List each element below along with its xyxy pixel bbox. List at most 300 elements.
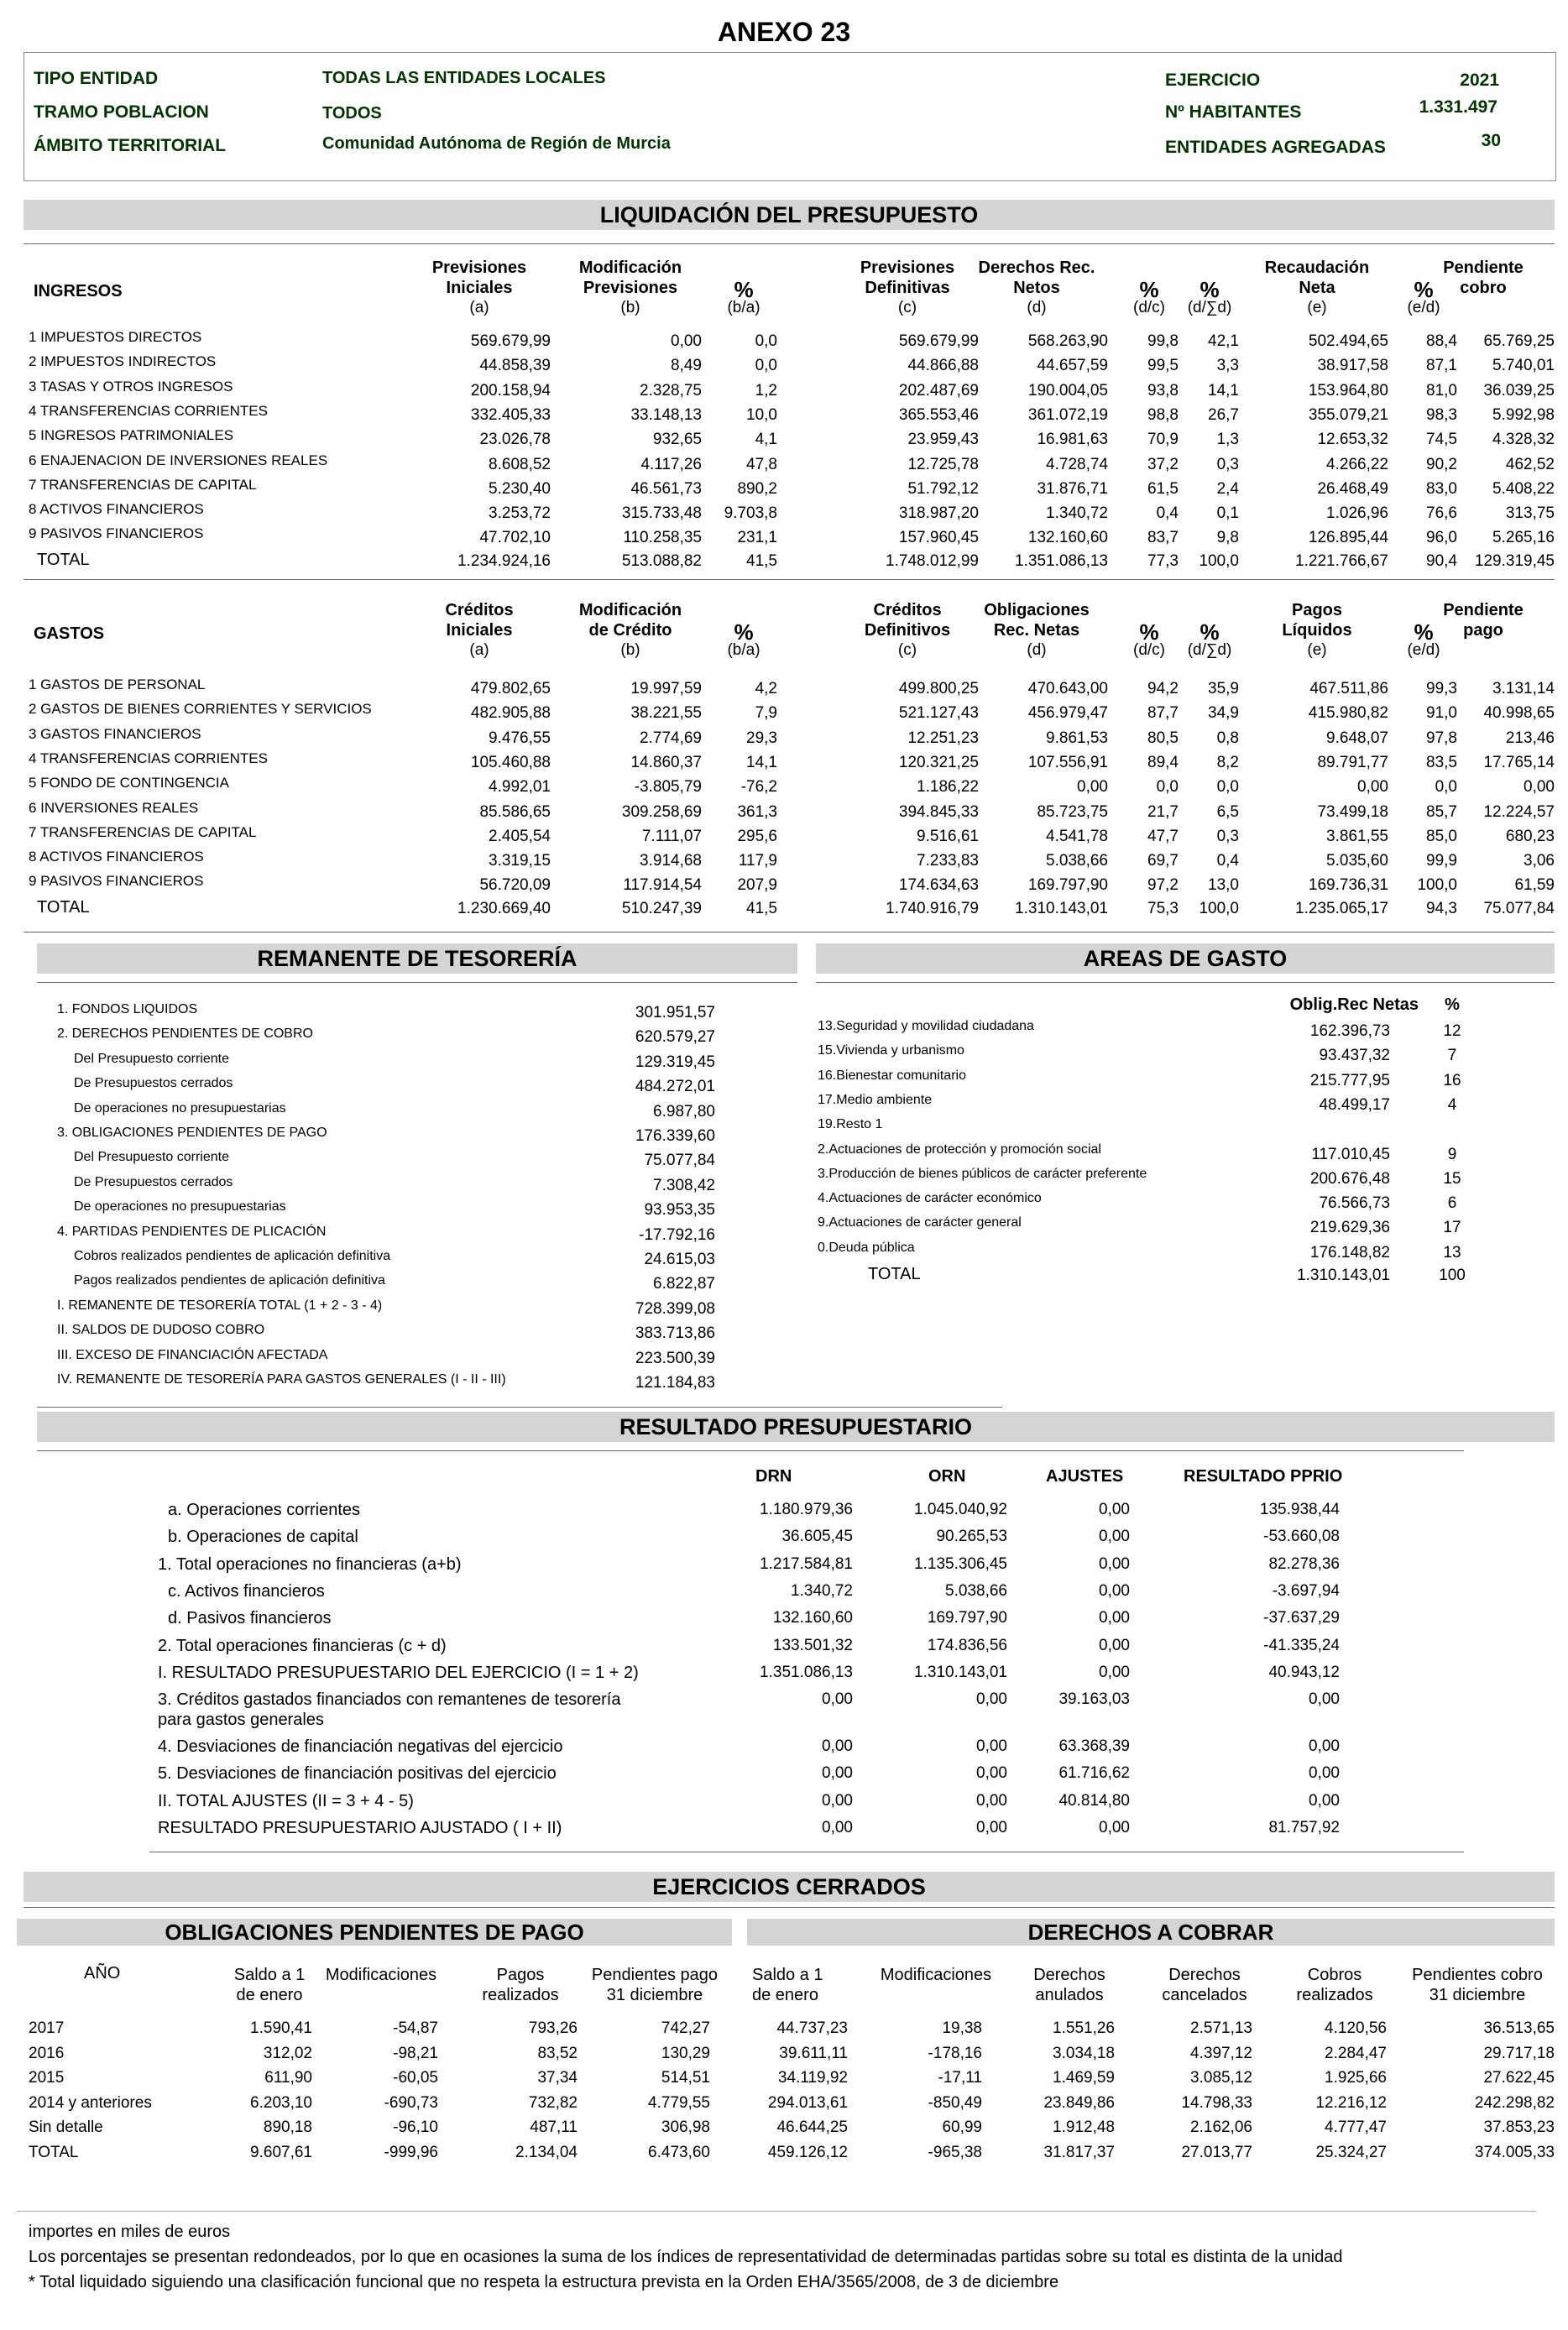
resultado-cell: 1.340,72	[791, 1581, 853, 1600]
ingresos-cell: 462,52	[1505, 455, 1555, 473]
ingresos-cell: 200.158,94	[470, 381, 551, 400]
ingresos-header-9: Pendiente	[1443, 259, 1524, 277]
gastos-header-3: Créditos	[873, 601, 942, 619]
resultado-cell: -41.335,24	[1263, 1636, 1340, 1654]
areas-row-value: 117.010,45	[1311, 1145, 1390, 1163]
gastos-total-cell: 41,5	[746, 899, 777, 917]
resultado-cell: 61.716,62	[1058, 1764, 1130, 1783]
derechos-cell: 36.513,65	[1483, 2019, 1555, 2037]
resultado-row-label: RESULTADO PRESUPUESTARIO AJUSTADO ( I + II)	[158, 1819, 562, 1837]
derechos-cell: 44.737,23	[776, 2019, 848, 2037]
resultado-cell: 0,00	[822, 1690, 853, 1709]
derechos-cell: 2.162,06	[1190, 2118, 1252, 2137]
gastos-total-cell: 100,0	[1199, 899, 1239, 917]
ingresos-row-label: 1 IMPUESTOS DIRECTOS	[29, 329, 202, 345]
gastos-total-cell: 94,3	[1426, 899, 1457, 917]
gastos-cell: 0,00	[1357, 778, 1388, 797]
areas-row-pct: 9	[1447, 1145, 1457, 1163]
gastos-header-5-ref: (d/c)	[1133, 641, 1165, 659]
tipo-label: TIPO ENTIDAD	[34, 69, 159, 88]
gastos-cell: 87,7	[1147, 704, 1179, 723]
remanente-header: REMANENTE DE TESORERÍA	[37, 943, 797, 974]
gastos-cell: 40.998,65	[1483, 704, 1555, 723]
gastos-header-9: Pendiente	[1443, 601, 1524, 619]
gastos-header-6: %	[1200, 619, 1220, 645]
ingresos-cell: 190.004,05	[1027, 381, 1108, 400]
resultado-cell: 0,00	[1099, 1528, 1130, 1546]
footer-note-classification: * Total liquidado siguiendo una clasificación funcional que no respeta la estructura prevista en la Orden EHA/3565/2008, de 3 de diciembre	[29, 2273, 1059, 2291]
oblig-cell: 37,34	[537, 2069, 578, 2087]
resultado-cell: 0,00	[1309, 1690, 1340, 1709]
remanente-row-value: 176.339,60	[635, 1127, 715, 1145]
derechos-cell: -850,49	[928, 2093, 982, 2112]
derechos-cell: 14.798,33	[1181, 2093, 1252, 2112]
ingresos-cell: 36.039,25	[1483, 381, 1555, 400]
gastos-row-label: 3 GASTOS FINANCIEROS	[29, 725, 201, 742]
gastos-cell: 34,9	[1208, 704, 1239, 723]
gastos-cell: 467.511,86	[1309, 680, 1388, 697]
resultado-cell: 1.135.306,45	[914, 1554, 1007, 1573]
gastos-cell: 91,0	[1426, 704, 1457, 723]
gastos-row-label: 2 GASTOS DE BIENES CORRIENTES Y SERVICIOS	[29, 701, 372, 718]
resultado-header: RESULTADO PRESUPUESTARIO	[37, 1412, 1555, 1442]
remanente-row-label: Cobros realizados pendientes de aplicación definitiva	[74, 1249, 391, 1263]
gastos-cell: 7,9	[755, 704, 777, 723]
remanente-row-value: 301.951,57	[635, 1004, 715, 1021]
derechos-header-2: Derechos	[1033, 1966, 1105, 1984]
ingresos-cell: 569.679,99	[898, 332, 979, 350]
resultado-cell: 1.045.040,92	[914, 1501, 1007, 1518]
gastos-cell: 85.586,65	[479, 802, 551, 821]
gastos-cell: -76,2	[740, 778, 777, 797]
ingresos-header-4-ref: (d)	[1027, 299, 1047, 316]
ingresos-header-2-ref: (b/a)	[727, 299, 760, 316]
resultado-cell: 5.038,66	[945, 1581, 1007, 1600]
gastos-row-label: 6 INVERSIONES REALES	[29, 799, 199, 816]
gastos-cell: 97,2	[1147, 876, 1179, 895]
derechos-header-0: Saldo a 1	[752, 1966, 823, 1984]
remanente-row-value: 620.579,27	[635, 1028, 715, 1047]
areas-row-pct: 13	[1443, 1243, 1461, 1262]
remanente-row-label: De operaciones no presupuestarias	[74, 1100, 286, 1115]
derechos-cell: 1.912,48	[1053, 2118, 1115, 2137]
areas-header: AREAS DE GASTO	[816, 943, 1555, 974]
agregadas-label: ENTIDADES AGREGADAS	[1165, 138, 1386, 157]
gastos-header-2: %	[734, 619, 754, 645]
ingresos-cell: 361.072,19	[1027, 405, 1108, 424]
gastos-cell: 47,7	[1147, 827, 1179, 845]
ingresos-cell: 38.917,58	[1317, 357, 1388, 375]
resultado-cell: 1.351.086,13	[760, 1663, 853, 1681]
gastos-header-1-line2: de Crédito	[588, 621, 672, 640]
derechos-cell: 12.216,12	[1315, 2093, 1387, 2112]
derechos-cell: 374.005,33	[1474, 2144, 1555, 2161]
ingresos-header-3-line2: Definitivas	[865, 279, 950, 297]
areas-row-label: 13.Seguridad y movilidad ciudadana	[818, 1019, 1034, 1033]
gastos-cell: 4.541,78	[1046, 827, 1108, 845]
ingresos-total-cell: 90,4	[1426, 551, 1457, 570]
ingresos-header-8: %	[1414, 277, 1434, 302]
remanente-row-value: 728.399,08	[635, 1299, 715, 1318]
ingresos-cell: 0,00	[671, 332, 702, 350]
resultado-header-2: AJUSTES	[1046, 1467, 1124, 1486]
ingresos-cell: 315.733,48	[621, 504, 702, 523]
agregadas-value: 30	[1481, 131, 1501, 150]
gastos-total-cell: 1.740.916,79	[886, 899, 979, 917]
gastos-header-7-line2: Líquidos	[1282, 621, 1352, 640]
habitantes-value: 1.331.497	[1419, 97, 1497, 117]
remanente-row-label: Pagos realizados pendientes de aplicación definitiva	[74, 1273, 385, 1288]
ingresos-cell: 98,3	[1426, 405, 1457, 424]
gastos-header-8: %	[1414, 619, 1434, 645]
ingresos-row-label: 2 IMPUESTOS INDIRECTOS	[29, 353, 217, 370]
gastos-cell: 117,9	[738, 852, 777, 870]
resultado-cell: 0,00	[1309, 1737, 1340, 1756]
gastos-row-label: 8 ACTIVOS FINANCIEROS	[29, 849, 204, 865]
ingresos-cell: 231,1	[737, 529, 777, 547]
gastos-cell: 1.186,22	[917, 778, 979, 797]
derechos-header-5-line2: 31 diciembre	[1429, 1986, 1526, 2004]
gastos-cell: 7.111,07	[641, 827, 702, 845]
ingresos-cell: 4.117,26	[640, 455, 702, 473]
resultado-cell: 0,00	[1099, 1609, 1130, 1627]
gastos-cell: 174.634,63	[898, 876, 979, 895]
ingresos-cell: 10,0	[746, 405, 777, 424]
ingresos-row-label: 3 TASAS Y OTROS INGRESOS	[29, 378, 233, 394]
gastos-header-0-ref: (a)	[469, 641, 489, 659]
gastos-cell: 0,0	[1156, 778, 1179, 797]
ingresos-cell: 9.703,8	[724, 504, 777, 523]
info-fields	[0, 0, 1568, 185]
derechos-header-3: Derechos	[1168, 1966, 1241, 1984]
remanente-row-value: 129.319,45	[635, 1053, 715, 1071]
oblig-cell: 2.134,04	[515, 2144, 578, 2161]
derechos-cell: 27.013,77	[1181, 2144, 1252, 2161]
derechos-cell: 3.034,18	[1053, 2044, 1115, 2062]
divider	[816, 982, 1555, 983]
gastos-cell: 3.319,15	[489, 852, 551, 870]
ingresos-row-label: 8 ACTIVOS FINANCIEROS	[29, 501, 204, 518]
areas-total-value: 1.310.143,01	[1297, 1267, 1390, 1284]
ingresos-header-6-ref: (d/∑d)	[1187, 299, 1232, 316]
gastos-cell: 309.258,69	[621, 802, 702, 821]
resultado-header-3: RESULTADO PPRIO	[1184, 1467, 1343, 1486]
gastos-total-cell: 1.310.143,01	[1015, 899, 1108, 917]
remanente-row-label: 4. PARTIDAS PENDIENTES DE PLICACIÓN	[57, 1224, 327, 1239]
remanente-row-value: 93.953,35	[644, 1201, 715, 1220]
derechos-header-4: Cobros	[1307, 1966, 1362, 1984]
resultado-cell: 0,00	[976, 1737, 1007, 1756]
ingresos-cell: 83,0	[1426, 479, 1457, 498]
remanente-row-label: 1. FONDOS LIQUIDOS	[57, 1002, 198, 1016]
resultado-cell: 0,00	[822, 1819, 853, 1836]
remanente-row-value: 223.500,39	[635, 1349, 715, 1367]
ingresos-cell: 47.702,10	[479, 529, 551, 547]
ingresos-cell: 44.657,59	[1037, 357, 1108, 375]
ingresos-cell: 93,8	[1147, 381, 1179, 400]
gastos-cell: 295,6	[737, 827, 777, 845]
resultado-cell: 63.368,39	[1058, 1737, 1130, 1756]
ingresos-cell: 313,75	[1505, 504, 1555, 523]
gastos-row-label: 7 TRANSFERENCIAS DE CAPITAL	[29, 823, 257, 840]
resultado-cell: 0,00	[1099, 1501, 1130, 1518]
remanente-row-value: 6.822,87	[653, 1275, 715, 1293]
ingresos-cell: 110.258,35	[623, 529, 702, 547]
cerrados-row-year: 2014 y anteriores	[29, 2093, 152, 2112]
oblig-header-3-line2: 31 diciembre	[606, 1986, 703, 2004]
resultado-cell: 135.938,44	[1259, 1501, 1340, 1518]
resultado-cell: 0,00	[1099, 1554, 1130, 1573]
resultado-header-0: DRN	[755, 1467, 792, 1486]
ingresos-row-label: 7 TRANSFERENCIAS DE CAPITAL	[29, 476, 257, 493]
derechos-cell: 23.849,86	[1043, 2093, 1115, 2112]
gastos-total-cell: 510.247,39	[621, 899, 702, 917]
areas-row-pct: 17	[1443, 1219, 1461, 1237]
ingresos-cell: 37,2	[1147, 455, 1179, 473]
ingresos-row-label: 4 TRANSFERENCIAS CORRIENTES	[29, 402, 268, 419]
divider	[17, 2211, 1536, 2212]
areas-row-value: 219.629,36	[1309, 1219, 1390, 1237]
resultado-row-label: d. Pasivos financieros	[168, 1609, 332, 1628]
ingresos-total-cell: 513.088,82	[621, 551, 702, 570]
ingresos-cell: 5.408,22	[1492, 479, 1555, 498]
resultado-cell: 132.160,60	[772, 1609, 853, 1627]
ingresos-cell: 0,3	[1216, 455, 1239, 473]
oblig-cell: 9.607,61	[250, 2144, 312, 2161]
gastos-header-2-ref: (b/a)	[727, 641, 760, 659]
gastos-cell: 99,3	[1426, 680, 1457, 697]
gastos-cell: 499.800,25	[898, 680, 979, 697]
gastos-cell: 89,4	[1147, 753, 1179, 771]
oblig-cell: 611,90	[264, 2069, 312, 2087]
gastos-header-5: %	[1139, 619, 1159, 645]
ingresos-cell: 74,5	[1426, 431, 1457, 449]
areas-table	[0, 995, 1568, 1298]
ambito-label: ÁMBITO TERRITORIAL	[34, 136, 227, 155]
gastos-cell: 21,7	[1147, 802, 1179, 821]
tramo-label: TRAMO POBLACION	[34, 102, 209, 122]
resultado-cell: 0,00	[822, 1791, 853, 1810]
gastos-cell: 19.997,59	[630, 680, 702, 697]
resultado-cell: 0,00	[976, 1764, 1007, 1783]
ingresos-cell: 88,4	[1426, 332, 1457, 350]
ingresos-cell: 568.263,90	[1027, 332, 1108, 350]
ingresos-cell: 126.895,44	[1308, 529, 1388, 547]
gastos-cell: 169.736,31	[1308, 876, 1388, 895]
ingresos-cell: 14,1	[1208, 381, 1239, 400]
gastos-header-3-line2: Definitivos	[864, 621, 951, 640]
gastos-row-label: 1 GASTOS DE PERSONAL	[29, 677, 206, 692]
habitantes-label: Nº HABITANTES	[1165, 102, 1302, 122]
areas-row-value: 48.499,17	[1319, 1095, 1390, 1114]
ingresos-header-3-ref: (c)	[897, 299, 917, 316]
remanente-row-value: 24.615,03	[644, 1251, 715, 1268]
ingresos-header-0: Previsiones	[431, 259, 527, 277]
gastos-row-label: 4 TRANSFERENCIAS CORRIENTES	[29, 750, 268, 766]
ingresos-label: INGRESOS	[34, 282, 123, 300]
ingresos-header-5: %	[1139, 277, 1159, 302]
remanente-row-value: 75.077,84	[644, 1152, 715, 1170]
divider	[37, 1450, 1464, 1451]
resultado-cell: 0,00	[1309, 1764, 1340, 1783]
liquidacion-header: LIQUIDACIÓN DEL PRESUPUESTO	[24, 200, 1555, 230]
resultado-cell: 0,00	[822, 1737, 853, 1756]
gastos-cell: 89.791,77	[1317, 753, 1388, 771]
gastos-header-4: Obligaciones	[984, 601, 1090, 619]
gastos-cell: 0,00	[1077, 778, 1108, 797]
derechos-cell: 25.324,27	[1315, 2144, 1387, 2161]
areas-row-pct: 12	[1443, 1022, 1461, 1040]
ingresos-cell: 365.553,46	[898, 405, 979, 424]
ingresos-table	[0, 243, 1568, 579]
gastos-cell: 207,9	[737, 876, 777, 895]
derechos-header-1: Modificaciones	[880, 1966, 992, 1984]
ingresos-cell: 12.725,78	[907, 455, 979, 473]
gastos-cell: 0,0	[1435, 778, 1457, 797]
ingresos-header-1-ref: (b)	[620, 299, 640, 316]
resultado-cell: 0,00	[976, 1690, 1007, 1709]
ingresos-total-cell: 100,0	[1199, 551, 1239, 570]
ingresos-cell: 932,65	[652, 431, 702, 449]
gastos-cell: 14,1	[746, 753, 777, 771]
gastos-cell: -3.805,79	[634, 778, 702, 797]
resultado-cell: 36.605,45	[781, 1528, 853, 1546]
resultado-cell: 0,00	[822, 1764, 853, 1783]
derechos-cell: 242.298,82	[1474, 2093, 1555, 2112]
gastos-cell: 6,5	[1216, 802, 1239, 821]
derechos-header: DERECHOS A COBRAR	[747, 1919, 1555, 1946]
resultado-cell: 0,00	[1099, 1636, 1130, 1654]
ingresos-cell: 157.960,45	[898, 529, 979, 547]
areas-total-label: TOTAL	[868, 1265, 921, 1283]
gastos-cell: 0,3	[1216, 827, 1239, 845]
ingresos-cell: 12.653,32	[1317, 431, 1388, 449]
oblig-cell: 514,51	[661, 2069, 710, 2087]
ingresos-cell: 70,9	[1147, 431, 1179, 449]
gastos-cell: 35,9	[1208, 680, 1239, 697]
gastos-cell: 85,0	[1426, 827, 1457, 845]
derechos-cell: 34.119,92	[777, 2069, 848, 2087]
ingresos-header-3: Previsiones	[860, 259, 955, 277]
derechos-cell: 1.925,66	[1325, 2069, 1387, 2087]
ingresos-cell: 96,0	[1426, 529, 1457, 547]
remanente-row-label: Del Presupuesto corriente	[74, 1150, 229, 1165]
gastos-total-cell: 1.235.065,17	[1295, 899, 1388, 917]
footer-note-units: importes en miles de euros	[29, 2223, 231, 2241]
ingresos-cell: 5.265,16	[1492, 529, 1555, 547]
resultado-cell: 0,00	[1099, 1581, 1130, 1600]
ingresos-cell: 5.992,98	[1492, 405, 1555, 424]
gastos-total-cell: 75,3	[1147, 899, 1179, 917]
oblig-header-2-line2: realizados	[482, 1986, 559, 2004]
resultado-cell: 0,00	[976, 1819, 1007, 1836]
remanente-row-label: De Presupuestos cerrados	[74, 1174, 233, 1189]
divider	[24, 932, 1555, 933]
ingresos-cell: 4.328,32	[1492, 431, 1555, 449]
areas-row-pct: 6	[1447, 1194, 1457, 1213]
remanente-row-value: 484.272,01	[635, 1078, 715, 1096]
areas-row-label: 15.Vivienda y urbanismo	[818, 1043, 964, 1058]
ingresos-cell: 16.981,63	[1037, 431, 1108, 449]
resultado-cell: 174.836,56	[927, 1636, 1007, 1654]
gastos-cell: 17.765,14	[1483, 753, 1555, 771]
derechos-cell: 29.717,18	[1483, 2044, 1555, 2062]
oblig-cell: 312,02	[263, 2044, 312, 2062]
oblig-cell: 793,26	[528, 2019, 578, 2037]
ingresos-total-cell: 129.319,45	[1474, 551, 1555, 570]
derechos-header-5: Pendientes cobro	[1412, 1966, 1543, 1984]
footer-note-rounding: Los porcentajes se presentan redondeados, por lo que en ocasiones la suma de los índices de representatividad de determinadas partidas sobre su total es distinta de la unidad	[29, 2248, 1343, 2266]
gastos-cell: 14.860,37	[630, 753, 702, 771]
derechos-cell: -178,16	[928, 2044, 982, 2062]
cerrados-row-year: 2017	[29, 2019, 65, 2037]
derechos-header-2-line2: anulados	[1035, 1986, 1104, 2004]
areas-row-label: 9.Actuaciones de carácter general	[818, 1215, 1022, 1230]
ingresos-cell: 33.148,13	[630, 405, 702, 424]
ingresos-cell: 23.959,43	[907, 431, 979, 449]
ingresos-row-label: 6 ENAJENACION DE INVERSIONES REALES	[29, 452, 328, 468]
gastos-cell: 7.233,83	[917, 852, 979, 870]
gastos-header-1-ref: (b)	[620, 641, 640, 659]
divider	[37, 982, 797, 983]
gastos-cell: 0,00	[1524, 778, 1555, 797]
gastos-cell: 2.774,69	[640, 729, 702, 747]
gastos-cell: 83,5	[1426, 753, 1457, 771]
ingresos-cell: 0,1	[1216, 504, 1239, 523]
cerrados-row-year: 2016	[29, 2044, 65, 2062]
gastos-header-8-ref: (e/d)	[1407, 641, 1440, 659]
gastos-cell: 9.516,61	[917, 827, 979, 845]
remanente-row-label: De operaciones no presupuestarias	[74, 1199, 286, 1215]
ingresos-header-7-line2: Neta	[1299, 279, 1335, 297]
derechos-cell: 19,38	[942, 2019, 982, 2037]
remanente-row-label: III. EXCESO DE FINANCIACIÓN AFECTADA	[57, 1347, 328, 1362]
oblig-cell: 6.203,10	[250, 2093, 312, 2112]
ingresos-header-4-line2: Netos	[1013, 279, 1060, 297]
ingresos-cell: 26.468,49	[1317, 479, 1388, 498]
ingresos-header-8-ref: (e/d)	[1407, 299, 1440, 316]
ingresos-cell: 569.679,99	[470, 332, 551, 350]
areas-row-value: 176.148,82	[1309, 1243, 1390, 1262]
remanente-row-label: II. SALDOS DE DUDOSO COBRO	[57, 1323, 265, 1338]
gastos-header-0: Créditos	[445, 601, 514, 619]
ejercicio-value: 2021	[1460, 71, 1499, 90]
ingresos-cell: 90,2	[1426, 455, 1457, 473]
resultado-row-label: 4. Desviaciones de financiación negativas del ejercicio	[158, 1737, 563, 1757]
derechos-cell: 31.817,37	[1043, 2144, 1115, 2161]
gastos-label: GASTOS	[34, 624, 105, 643]
remanente-row-value: 121.184,83	[635, 1374, 715, 1392]
gastos-cell: 3,06	[1524, 852, 1555, 870]
gastos-cell: 12.251,23	[907, 729, 979, 747]
ingresos-cell: 65.769,25	[1483, 332, 1555, 350]
cerrados-table	[0, 1952, 1568, 2171]
gastos-cell: 97,8	[1426, 729, 1457, 747]
areas-row-label: 16.Bienestar comunitario	[818, 1068, 966, 1083]
oblig-cell: 487,11	[530, 2118, 578, 2137]
derechos-header-3-line2: cancelados	[1162, 1986, 1247, 2004]
ingresos-cell: 0,0	[755, 357, 777, 375]
ingresos-cell: 1,2	[755, 381, 777, 400]
gastos-cell: 456.979,47	[1027, 704, 1108, 723]
ingresos-cell: 46.561,73	[630, 479, 702, 498]
resultado-row-label: I. RESULTADO PRESUPUESTARIO DEL EJERCICIO (I = 1 + 2)	[158, 1663, 639, 1682]
ingresos-cell: 3,3	[1216, 357, 1239, 375]
gastos-cell: 13,0	[1208, 876, 1239, 895]
gastos-cell: 0,4	[1216, 852, 1239, 870]
areas-row-value: 76.566,73	[1319, 1194, 1390, 1213]
resultado-cell: 0,00	[976, 1791, 1007, 1810]
